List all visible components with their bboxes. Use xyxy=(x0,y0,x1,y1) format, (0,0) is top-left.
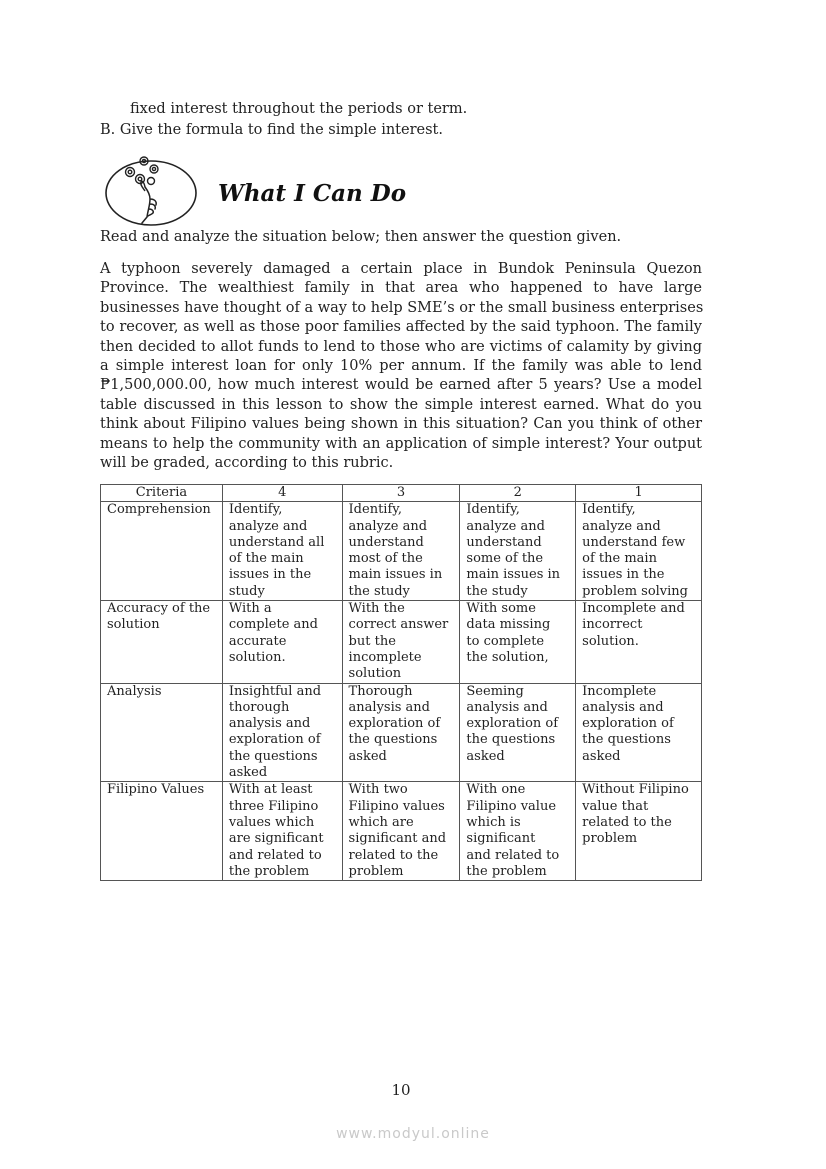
rubric-cell xyxy=(460,782,576,881)
cell-line: Without Filipino xyxy=(582,782,689,798)
cell-line: related to the xyxy=(582,814,672,830)
cell-line: Filipino values xyxy=(348,798,445,814)
cell-line: correct answer xyxy=(348,617,449,633)
rubric-cell xyxy=(342,502,460,601)
rubric-cell xyxy=(576,683,702,782)
cell-line: and related to xyxy=(466,847,560,863)
cell-line: of the main xyxy=(582,551,657,567)
cell-line: With the xyxy=(348,601,405,617)
paragraph-line: think about Filipino values being shown in this situation? Can you think of other xyxy=(100,416,702,433)
cell-line: data missing xyxy=(466,617,551,633)
rubric-cell xyxy=(460,502,576,601)
header-score-3: 3 xyxy=(342,485,460,502)
cell-line: With two xyxy=(348,782,408,798)
rubric-cell xyxy=(576,782,702,881)
cell-line: understand xyxy=(466,534,542,550)
rubric-cell xyxy=(342,683,460,782)
cell-line: related to the xyxy=(348,847,439,863)
cell-line: main issues in xyxy=(466,567,561,583)
cell-line: With a xyxy=(228,601,272,617)
paragraph-line: a simple interest loan for only 10% per annum. If the family was able to lend xyxy=(100,358,702,375)
cell-line: Filipino value xyxy=(466,798,557,814)
cell-line: solution xyxy=(348,666,402,682)
intro-line-1: fixed interest throughout the periods or term. xyxy=(130,101,468,117)
cell-line: Incomplete and xyxy=(582,601,685,617)
cell-line: understand xyxy=(348,534,424,550)
cell-line: significant xyxy=(466,831,536,847)
intro-line-2: B. Give the formula to find the simple interest. xyxy=(100,122,443,138)
cell-line: the solution, xyxy=(466,649,549,665)
cell-line: issues in the xyxy=(228,567,312,583)
cell-line: problem solving xyxy=(582,583,689,599)
section-title: What I Can Do xyxy=(218,180,407,207)
cell-line: the problem xyxy=(228,863,310,879)
rubric-header-row xyxy=(101,485,702,502)
cell-line: problem xyxy=(348,863,404,879)
cell-line: analyze and xyxy=(466,518,545,534)
cell-line: to complete xyxy=(466,633,545,649)
paragraph-line: to recover, as well as those poor families affected by the said typhoon. The family xyxy=(100,319,702,336)
paragraph-line: businesses have thought of a way to help SME’s or the small business enterprises xyxy=(100,299,704,316)
cell-line: Comprehension xyxy=(107,502,211,518)
cell-line: which is xyxy=(466,814,521,830)
cell-line: analyze and xyxy=(582,518,661,534)
rubric-row xyxy=(101,601,702,683)
cell-line: analyze and xyxy=(348,518,428,534)
cell-line: are significant xyxy=(228,831,324,847)
cell-line: With at least xyxy=(228,782,313,798)
cell-line: asked xyxy=(348,748,387,764)
cell-line: Accuracy of the xyxy=(107,601,211,617)
cell-line: exploration of xyxy=(582,716,674,732)
cell-line: analyze and xyxy=(228,518,308,534)
cell-line: the questions xyxy=(228,748,318,764)
cell-line: With some xyxy=(466,601,536,617)
cell-line: analysis and xyxy=(582,699,664,715)
hand-holding-gears-icon xyxy=(104,155,198,227)
cell-line: significant and xyxy=(348,831,447,847)
paragraph-line: ₱1,500,000.00, how much interest would be earned after 5 years? Use a model xyxy=(100,377,702,394)
cell-line: Thorough xyxy=(348,683,413,699)
cell-line: three Filipino xyxy=(228,798,319,814)
cell-line: the study xyxy=(466,583,528,599)
cell-line: problem xyxy=(582,831,638,847)
cell-line: main issues in xyxy=(348,567,443,583)
cell-line: solution. xyxy=(582,633,639,649)
cell-line: of the main xyxy=(228,551,304,567)
rubric-cell xyxy=(460,683,576,782)
rubric-cell xyxy=(222,502,342,601)
cell-line: Identify, xyxy=(582,502,636,518)
cell-line: the questions xyxy=(582,732,671,748)
criteria-cell xyxy=(101,782,223,881)
cell-line: which are xyxy=(348,814,414,830)
page-number: 10 xyxy=(391,1081,411,1099)
rubric-cell xyxy=(342,782,460,881)
cell-line: asked xyxy=(228,765,268,781)
paragraph-line: table discussed in this lesson to show the simple interest earned. What do you xyxy=(100,396,702,413)
cell-line: asked xyxy=(582,748,621,764)
cell-line: understand all xyxy=(228,534,325,550)
header-score-1: 1 xyxy=(576,485,702,502)
cell-line: but the xyxy=(348,633,396,649)
cell-line: Incomplete xyxy=(582,683,657,699)
criteria-cell xyxy=(101,601,223,683)
paragraph-line: will be graded, according to this rubric. xyxy=(100,455,394,472)
rubric-cell xyxy=(222,601,342,683)
paragraph-line: then decided to allot funds to lend to those who are victims of calamity by giving xyxy=(100,338,702,355)
cell-line: Identify, xyxy=(228,502,283,518)
cell-line: incorrect xyxy=(582,617,643,633)
rubric-cell xyxy=(222,683,342,782)
cell-line: thorough xyxy=(228,699,290,715)
cell-line: some of the xyxy=(466,551,544,567)
rubric-cell xyxy=(460,601,576,683)
cell-line: solution. xyxy=(228,649,286,665)
cell-line: exploration of xyxy=(348,716,441,732)
cell-line: Seeming xyxy=(466,683,524,699)
cell-line: incomplete xyxy=(348,649,422,665)
situation-paragraph xyxy=(100,260,702,473)
header-score-4: 4 xyxy=(222,485,342,502)
cell-line: the problem xyxy=(466,863,547,879)
cell-line: Insightful and xyxy=(228,683,322,699)
rubric-row xyxy=(101,502,702,601)
instruction-text: Read and analyze the situation below; then answer the question given. xyxy=(100,229,622,245)
criteria-cell xyxy=(101,502,223,601)
cell-line: values which xyxy=(228,814,315,830)
cell-line: exploration of xyxy=(228,732,321,748)
criteria-cell xyxy=(101,683,223,782)
watermark: www.modyul.online xyxy=(336,1126,490,1142)
cell-line: Analysis xyxy=(107,683,162,699)
cell-line: the questions xyxy=(466,732,556,748)
paragraph-line: Province. The wealthiest family in that area who happened to have large xyxy=(100,280,702,297)
rubric-body xyxy=(101,502,702,881)
cell-line: asked xyxy=(466,748,505,764)
cell-line: analysis and xyxy=(466,699,548,715)
cell-line: exploration of xyxy=(466,716,559,732)
cell-line: most of the xyxy=(348,551,423,567)
cell-line: Filipino Values xyxy=(107,782,205,798)
cell-line: the study xyxy=(348,583,410,599)
cell-line: accurate xyxy=(228,633,287,649)
rubric-row xyxy=(101,782,702,881)
cell-line: complete and xyxy=(228,617,318,633)
cell-line: Identify, xyxy=(466,502,520,518)
cell-line: Identify, xyxy=(348,502,403,518)
cell-line: the questions xyxy=(348,732,438,748)
cell-line: analysis and xyxy=(348,699,430,715)
cell-line: issues in the xyxy=(582,567,665,583)
paragraph-line: means to help the community with an application of simple interest? Your output xyxy=(100,435,702,452)
rubric-cell xyxy=(342,601,460,683)
rubric-cell xyxy=(576,502,702,601)
cell-line: value that xyxy=(582,798,649,814)
cell-line: understand few xyxy=(582,534,686,550)
paragraph-line: A typhoon severely damaged a certain place in Bundok Peninsula Quezon xyxy=(100,261,702,277)
header-score-2: 2 xyxy=(460,485,576,502)
rubric-cell xyxy=(222,782,342,881)
rubric-row xyxy=(101,683,702,782)
cell-line: study xyxy=(228,583,265,599)
cell-line: and related to xyxy=(228,847,322,863)
cell-line: solution xyxy=(107,617,160,633)
header-criteria: Criteria xyxy=(101,485,223,502)
cell-line: analysis and xyxy=(228,716,311,732)
rubric-table xyxy=(100,484,702,881)
cell-line: With one xyxy=(466,782,526,798)
rubric-cell xyxy=(576,601,702,683)
